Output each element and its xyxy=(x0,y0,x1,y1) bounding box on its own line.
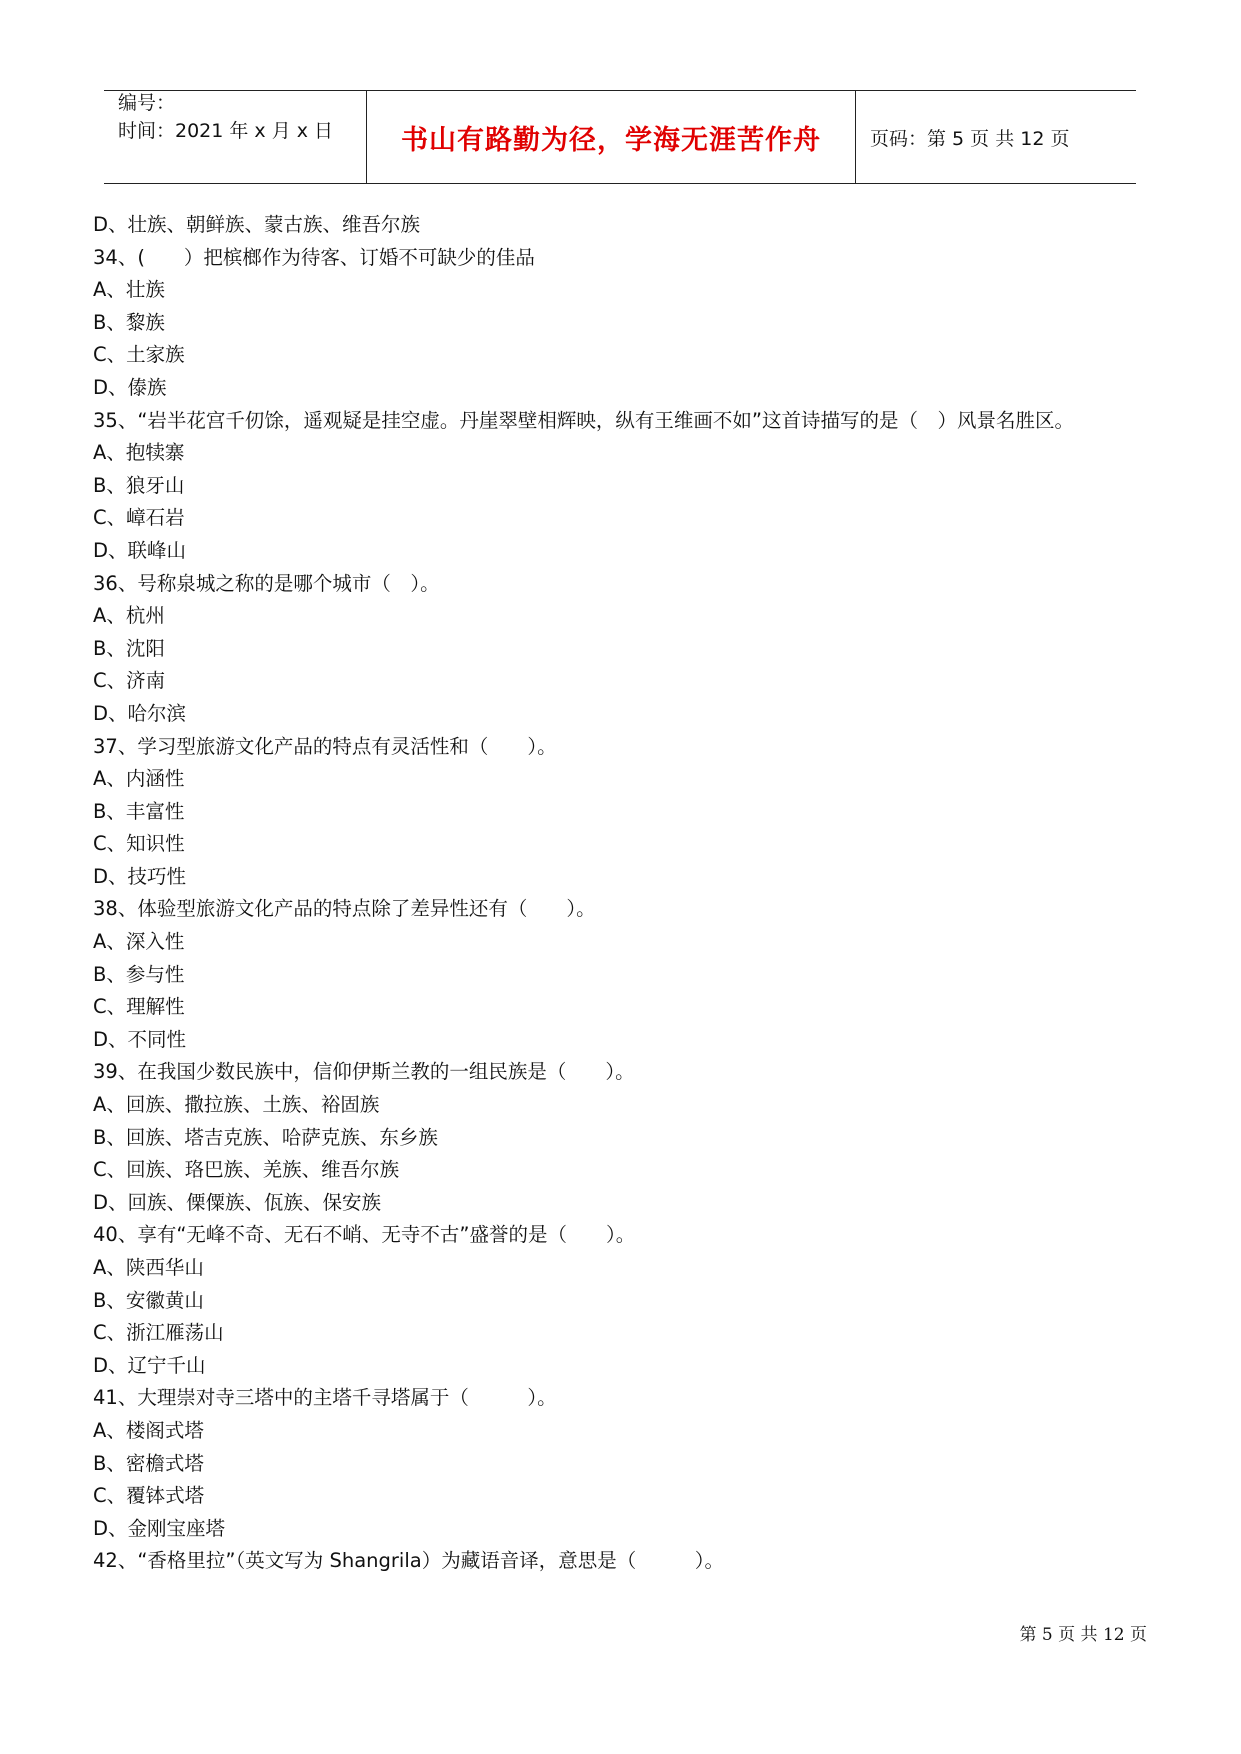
answer-option: A、杭州 xyxy=(93,604,165,628)
header-motto: 书山有路勤为径，学海无涯苦作舟 xyxy=(401,124,821,156)
document-header xyxy=(104,90,1136,184)
answer-option: A、回族、撒拉族、土族、裕固族 xyxy=(93,1093,380,1117)
answer-option: D、回族、傈僳族、佤族、保安族 xyxy=(93,1190,382,1214)
question-40: 40、享有“无峰不奇、无石不峭、无寺不古”盛誉的是（ ）。 xyxy=(93,1223,636,1247)
answer-option: B、回族、塔吉克族、哈萨克族、东乡族 xyxy=(93,1125,438,1149)
answer-option: D、傣族 xyxy=(93,375,167,399)
answer-option: A、内涵性 xyxy=(93,767,185,791)
answer-option: B、沈阳 xyxy=(93,636,165,660)
answer-option: B、黎族 xyxy=(93,310,165,334)
answer-option: B、安徽黄山 xyxy=(93,1288,204,1312)
answer-option: D、联峰山 xyxy=(93,538,187,562)
answer-option: D、辽宁千山 xyxy=(93,1353,206,1377)
document-number-label: 编号： xyxy=(118,92,176,114)
question-38: 38、体验型旅游文化产品的特点除了差异性还有（ ）。 xyxy=(93,897,596,921)
question-42: 42、“香格里拉”（英文写为 Shangrila）为藏语音译，意思是（ ）。 xyxy=(93,1549,724,1573)
answer-option: C、知识性 xyxy=(93,832,185,856)
answer-option: D、技巧性 xyxy=(93,864,187,888)
answer-option: C、济南 xyxy=(93,669,166,693)
question-36: 36、号称泉城之称的是哪个城市（ ）。 xyxy=(93,571,440,595)
question-39: 39、在我国少数民族中，信仰伊斯兰教的一组民族是（ ）。 xyxy=(93,1060,635,1084)
answer-option: A、深入性 xyxy=(93,930,185,954)
answer-option: C、覆钵式塔 xyxy=(93,1484,205,1508)
answer-option: A、壮族 xyxy=(93,278,165,302)
answer-option: A、楼阁式塔 xyxy=(93,1418,204,1442)
answer-option: B、参与性 xyxy=(93,962,185,986)
answer-option: C、回族、珞巴族、羌族、维吾尔族 xyxy=(93,1158,400,1182)
header-page-info: 页码：第 5 页 共 12 页 xyxy=(870,127,1070,150)
header-motto-cell xyxy=(366,91,856,183)
question-list xyxy=(93,209,1148,1578)
answer-option: D、不同性 xyxy=(93,1027,187,1051)
answer-option: D、哈尔滨 xyxy=(93,701,187,725)
question-35: 35、“岩半花宫千仞馀，遥观疑是挂空虚。丹崖翠壁相辉映，纵有王维画不如”这首诗描写的是（ ）风景名胜区。 xyxy=(93,408,1075,432)
answer-option: C、浙江雁荡山 xyxy=(93,1321,224,1345)
answer-option: A、陕西华山 xyxy=(93,1256,204,1279)
header-meta-cell xyxy=(104,91,366,183)
answer-option: C、理解性 xyxy=(93,995,185,1019)
answer-option: C、土家族 xyxy=(93,343,185,367)
answer-option: A、抱犊寨 xyxy=(93,441,185,465)
answer-option: B、狼牙山 xyxy=(93,473,185,497)
page-footer: 第 5 页 共 12 页 xyxy=(1019,1625,1147,1645)
question-41: 41、大理崇对寺三塔中的主塔千寻塔属于（ ）。 xyxy=(93,1386,557,1410)
answer-option: B、丰富性 xyxy=(93,799,185,823)
answer-option: B、密檐式塔 xyxy=(93,1451,204,1475)
question-34: 34、( ）把槟榔作为待客、订婚不可缺少的佳品 xyxy=(93,245,535,269)
answer-option: C、嶂石岩 xyxy=(93,506,185,530)
answer-option: D、壮族、朝鲜族、蒙古族、维吾尔族 xyxy=(93,213,421,236)
question-37: 37、学习型旅游文化产品的特点有灵活性和（ ）。 xyxy=(93,734,557,758)
answer-option: D、金刚宝座塔 xyxy=(93,1516,226,1540)
header-page-cell xyxy=(856,91,1136,183)
document-time: 时间：2021 年 x 月 x 日 xyxy=(118,120,334,142)
